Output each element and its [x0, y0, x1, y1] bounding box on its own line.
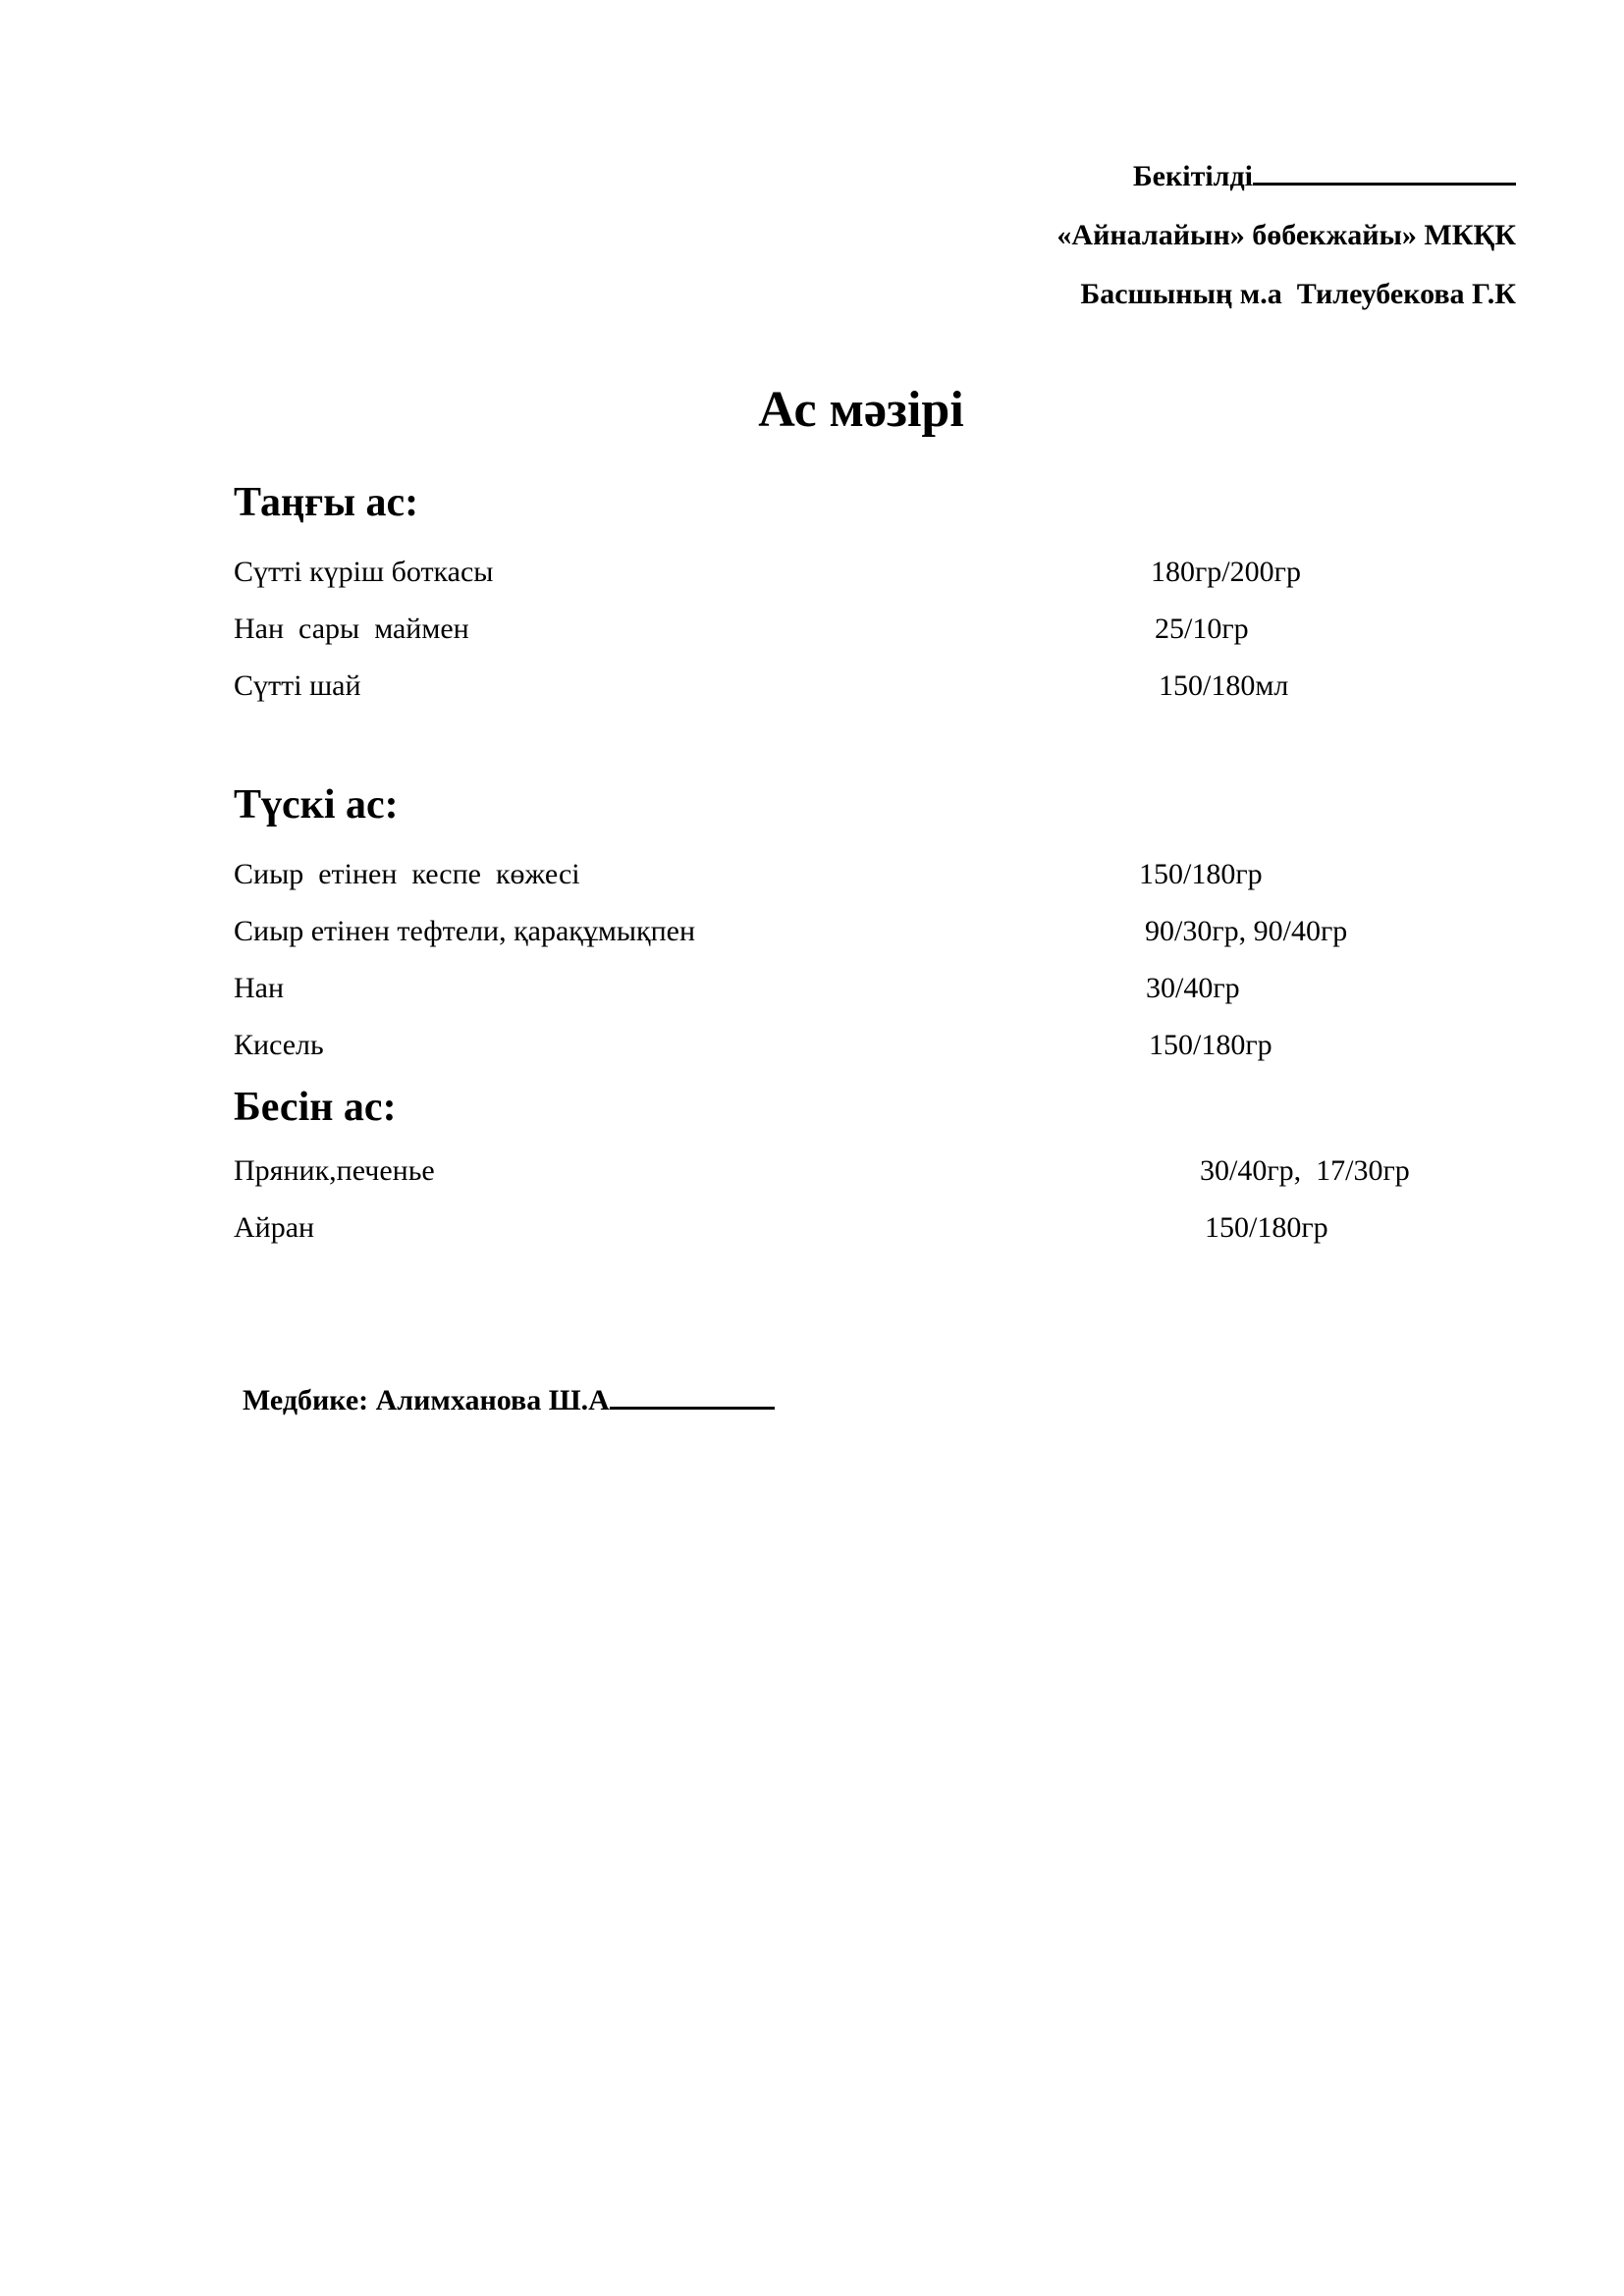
menu-item-amount: 30/40гр, 17/30гр: [1200, 1154, 1410, 1187]
menu-item-name: Нан: [234, 972, 285, 1004]
menu-item-name: Пряник,печенье: [234, 1154, 435, 1187]
institution-name: «Айналайын» бөбекжайы» МКҚК: [1056, 219, 1516, 251]
menu-item-amount: 90/30гр, 90/40гр: [1145, 915, 1348, 947]
menu-item-name: Сүтті күріш боткасы: [234, 556, 494, 588]
menu-item-name: Сиыр етінен кеспе көжесі: [234, 858, 580, 890]
menu-item-amount: 25/10гр: [1155, 613, 1249, 645]
menu-item-name: Кисель: [234, 1029, 324, 1061]
page-title: Ас мәзірі: [758, 382, 964, 438]
menu-item-name: Сиыр етінен тефтели, қарақұмықпен: [234, 915, 696, 947]
nurse-signature: [243, 1379, 775, 1417]
menu-item-name: Сүтті шай: [234, 669, 361, 702]
signature-line: [1253, 155, 1516, 186]
menu-item-amount: 150/180гр: [1149, 1029, 1272, 1061]
section-heading-snack: Бесін ас:: [234, 1085, 397, 1130]
menu-item-name: Айран: [234, 1211, 315, 1244]
approval-block: [1056, 147, 1516, 324]
approval-line: [1056, 147, 1516, 206]
menu-item-name: Нан сары маймен: [234, 613, 469, 645]
head-name: Басшының м.а Тилеубекова Г.К: [1080, 278, 1516, 310]
menu-item-amount: 30/40гр: [1146, 972, 1240, 1004]
approved-label: Бекітілді: [1132, 160, 1253, 192]
section-heading-breakfast: Таңғы ас:: [234, 480, 419, 525]
menu-item-amount: 150/180гр: [1205, 1211, 1328, 1244]
signature-line: [610, 1379, 775, 1410]
menu-item-amount: 180гр/200гр: [1151, 556, 1301, 588]
nurse-name: Медбике: Алимханова Ш.А: [243, 1384, 610, 1416]
menu-item-amount: 150/180мл: [1159, 669, 1289, 702]
menu-item-amount: 150/180гр: [1139, 858, 1263, 890]
section-heading-lunch: Түскі ас:: [234, 782, 399, 828]
